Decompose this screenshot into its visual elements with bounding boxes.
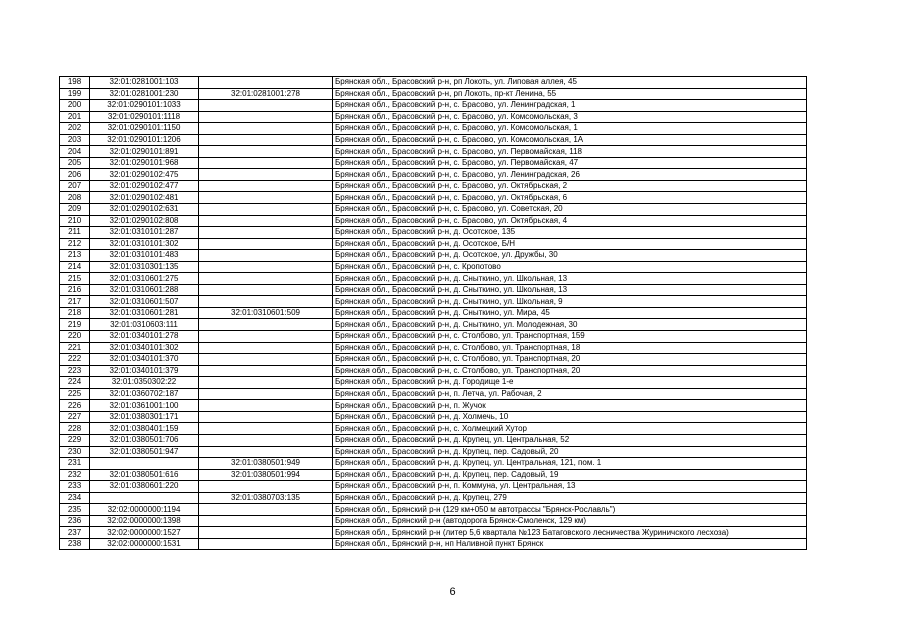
table-row [60,354,807,366]
address-cell: Брянская обл., Брасовский р-н, д. Сныткино, ул. Школьная, 9 [333,296,807,308]
row-number-cell: 226 [60,400,90,412]
row-number-cell: 207 [60,180,90,192]
table-row [60,527,807,539]
cadastral-number-cell: 32:01:0290101:1150 [90,123,199,135]
table-row [60,238,807,250]
property-table-body [60,77,807,550]
address-cell: Брянская обл., Брасовский р-н, д. Крупец, ул. Центральная, 121, пом. 1 [333,458,807,470]
cadastral-number-cell: 32:01:0340101:379 [90,365,199,377]
parent-cadastral-number-cell [199,134,333,146]
cadastral-number-cell: 32:01:0360702:187 [90,388,199,400]
cadastral-number-cell: 32:01:0310601:507 [90,296,199,308]
address-cell: Брянская обл., Брасовский р-н, д. Сныткино, ул. Школьная, 13 [333,273,807,285]
row-number-cell: 223 [60,365,90,377]
table-row [60,134,807,146]
table-row [60,250,807,262]
table-row [60,192,807,204]
cadastral-number-cell: 32:01:0290101:1033 [90,100,199,112]
table-row [60,180,807,192]
parent-cadastral-number-cell [199,354,333,366]
parent-cadastral-number-cell [199,180,333,192]
cadastral-number-cell: 32:01:0290101:1118 [90,111,199,123]
parent-cadastral-number-cell: 32:01:0281001:278 [199,88,333,100]
row-number-cell: 219 [60,319,90,331]
row-number-cell: 217 [60,296,90,308]
cadastral-number-cell: 32:01:0340101:370 [90,354,199,366]
address-cell: Брянская обл., Брасовский р-н, п. Жучок [333,400,807,412]
address-cell: Брянская обл., Брасовский р-н, с. Столбово, ул. Транспортная, 20 [333,365,807,377]
parent-cadastral-number-cell [199,238,333,250]
row-number-cell: 203 [60,134,90,146]
address-cell: Брянская обл., Брасовский р-н, с. Холмецкий Хутор [333,423,807,435]
parent-cadastral-number-cell [199,423,333,435]
parent-cadastral-number-cell [199,527,333,539]
table-row [60,388,807,400]
address-cell: Брянская обл., Брасовский р-н, с. Брасово, ул. Ленинградская, 1 [333,100,807,112]
parent-cadastral-number-cell [199,377,333,389]
table-row [60,157,807,169]
parent-cadastral-number-cell [199,157,333,169]
row-number-cell: 211 [60,227,90,239]
address-cell: Брянская обл., Брасовский р-н, с. Столбово, ул. Транспортная, 18 [333,342,807,354]
row-number-cell: 233 [60,481,90,493]
address-cell: Брянская обл., Брасовский р-н, д. Крупец, пер. Садовый, 19 [333,469,807,481]
address-cell: Брянская обл., Брасовский р-н, д. Осотское, 135 [333,227,807,239]
parent-cadastral-number-cell [199,169,333,181]
table-row [60,123,807,135]
address-cell: Брянская обл., Брасовский р-н, с. Брасово, ул. Октябрьская, 2 [333,180,807,192]
parent-cadastral-number-cell [199,111,333,123]
address-cell: Брянская обл., Брасовский р-н, с. Брасово, ул. Первомайская, 118 [333,146,807,158]
address-cell: Брянская обл., Брасовский р-н, рп Локоть, ул. Липовая аллея, 45 [333,77,807,89]
parent-cadastral-number-cell [199,284,333,296]
cadastral-number-cell: 32:01:0380501:616 [90,469,199,481]
table-row [60,377,807,389]
address-cell: Брянская обл., Брасовский р-н, д. Городище 1-е [333,377,807,389]
table-row [60,111,807,123]
address-cell: Брянская обл., Брянский р-н (литер 5,6 квартала №123 Батаговского лесничества Журиничского лесхоза) [333,527,807,539]
parent-cadastral-number-cell [199,400,333,412]
row-number-cell: 201 [60,111,90,123]
cadastral-number-cell: 32:01:0380501:706 [90,434,199,446]
row-number-cell: 216 [60,284,90,296]
row-number-cell: 208 [60,192,90,204]
parent-cadastral-number-cell [199,411,333,423]
table-row [60,434,807,446]
cadastral-number-cell: 32:02:0000000:1194 [90,504,199,516]
address-cell: Брянская обл., Брасовский р-н, с. Брасово, ул. Октябрьская, 4 [333,215,807,227]
address-cell: Брянская обл., Брасовский р-н, с. Брасово, ул. Октябрьская, 6 [333,192,807,204]
parent-cadastral-number-cell: 32:01:0380703:135 [199,492,333,504]
address-cell: Брянская обл., Брянский р-н, нп Наливной пункт Брянск [333,538,807,550]
row-number-cell: 227 [60,411,90,423]
parent-cadastral-number-cell: 32:01:0380501:994 [199,469,333,481]
parent-cadastral-number-cell [199,319,333,331]
table-row [60,273,807,285]
parent-cadastral-number-cell [199,388,333,400]
address-cell: Брянская обл., Брасовский р-н, д. Осотское, ул. Дружбы, 30 [333,250,807,262]
address-cell: Брянская обл., Брасовский р-н, п. Коммуна, ул. Центральная, 13 [333,481,807,493]
row-number-cell: 200 [60,100,90,112]
address-cell: Брянская обл., Брасовский р-н, д. Крупец, 279 [333,492,807,504]
row-number-cell: 225 [60,388,90,400]
table-row [60,411,807,423]
address-cell: Брянская обл., Брасовский р-н, с. Столбово, ул. Транспортная, 20 [333,354,807,366]
cadastral-number-cell: 32:01:0290102:477 [90,180,199,192]
table-row [60,215,807,227]
row-number-cell: 234 [60,492,90,504]
cadastral-number-cell: 32:01:0290101:1206 [90,134,199,146]
table-row [60,204,807,216]
parent-cadastral-number-cell [199,504,333,516]
row-number-cell: 206 [60,169,90,181]
parent-cadastral-number-cell [199,215,333,227]
address-cell: Брянская обл., Брасовский р-н, д. Крупец, ул. Центральная, 52 [333,434,807,446]
row-number-cell: 220 [60,331,90,343]
cadastral-number-cell: 32:02:0000000:1527 [90,527,199,539]
address-cell: Брянская обл., Брасовский р-н, с. Брасово, ул. Советская, 20 [333,204,807,216]
row-number-cell: 228 [60,423,90,435]
address-cell: Брянская обл., Брасовский р-н, с. Брасово, ул. Комсомольская, 3 [333,111,807,123]
row-number-cell: 199 [60,88,90,100]
row-number-cell: 230 [60,446,90,458]
parent-cadastral-number-cell [199,342,333,354]
row-number-cell: 235 [60,504,90,516]
address-cell: Брянская обл., Брасовский р-н, с. Брасово, ул. Ленинградская, 26 [333,169,807,181]
cadastral-number-cell: 32:02:0000000:1398 [90,515,199,527]
row-number-cell: 236 [60,515,90,527]
address-cell: Брянская обл., Брасовский р-н, рп Локоть, пр-кт Ленина, 55 [333,88,807,100]
page-number: 6 [449,586,456,598]
parent-cadastral-number-cell: 32:01:0380501:949 [199,458,333,470]
parent-cadastral-number-cell [199,250,333,262]
cadastral-number-cell: 32:01:0340101:302 [90,342,199,354]
table-row [60,423,807,435]
cadastral-number-cell: 32:01:0380401:159 [90,423,199,435]
address-cell: Брянская обл., Брасовский р-н, с. Столбово, ул. Транспортная, 159 [333,331,807,343]
cadastral-number-cell: 32:02:0000000:1531 [90,538,199,550]
parent-cadastral-number-cell [199,331,333,343]
table-row [60,515,807,527]
row-number-cell: 202 [60,123,90,135]
parent-cadastral-number-cell [199,434,333,446]
address-cell: Брянская обл., Брасовский р-н, д. Крупец, пер. Садовый, 20 [333,446,807,458]
cadastral-number-cell: 32:01:0380601:220 [90,481,199,493]
table-row [60,504,807,516]
cadastral-number-cell: 32:01:0310603:111 [90,319,199,331]
parent-cadastral-number-cell [199,192,333,204]
address-cell: Брянская обл., Брасовский р-н, с. Брасово, ул. Комсомольская, 1 [333,123,807,135]
cadastral-number-cell: 32:01:0361001:100 [90,400,199,412]
row-number-cell: 204 [60,146,90,158]
row-number-cell: 218 [60,307,90,319]
row-number-cell: 231 [60,458,90,470]
parent-cadastral-number-cell [199,273,333,285]
table-row [60,481,807,493]
property-table [59,76,807,550]
cadastral-number-cell: 32:01:0281001:230 [90,88,199,100]
cadastral-number-cell: 32:01:0310601:281 [90,307,199,319]
address-cell: Брянская обл., Брасовский р-н, с. Кропотово [333,261,807,273]
table-row [60,227,807,239]
address-cell: Брянская обл., Брасовский р-н, д. Осотское, Б/Н [333,238,807,250]
cadastral-number-cell: 32:01:0310601:275 [90,273,199,285]
address-cell: Брянская обл., Брянский р-н (автодорога Брянск-Смоленск, 129 км) [333,515,807,527]
table-row [60,296,807,308]
row-number-cell: 238 [60,538,90,550]
parent-cadastral-number-cell [199,204,333,216]
row-number-cell: 212 [60,238,90,250]
cadastral-number-cell [90,458,199,470]
parent-cadastral-number-cell [199,538,333,550]
row-number-cell: 222 [60,354,90,366]
parent-cadastral-number-cell [199,261,333,273]
parent-cadastral-number-cell [199,515,333,527]
parent-cadastral-number-cell [199,365,333,377]
table-row [60,261,807,273]
table-row [60,365,807,377]
row-number-cell: 229 [60,434,90,446]
table-row [60,319,807,331]
cadastral-number-cell [90,492,199,504]
table-row [60,446,807,458]
parent-cadastral-number-cell [199,446,333,458]
table-row [60,88,807,100]
cadastral-number-cell: 32:01:0310101:483 [90,250,199,262]
cadastral-number-cell: 32:01:0290102:808 [90,215,199,227]
address-cell: Брянская обл., Брасовский р-н, д. Сныткино, ул. Школьная, 13 [333,284,807,296]
table-row [60,400,807,412]
cadastral-number-cell: 32:01:0340101:278 [90,331,199,343]
table-row [60,331,807,343]
parent-cadastral-number-cell [199,77,333,89]
parent-cadastral-number-cell [199,227,333,239]
row-number-cell: 237 [60,527,90,539]
table-row [60,342,807,354]
row-number-cell: 198 [60,77,90,89]
table-row [60,492,807,504]
parent-cadastral-number-cell [199,481,333,493]
cadastral-number-cell: 32:01:0310301:135 [90,261,199,273]
table-row [60,307,807,319]
table-row [60,458,807,470]
cadastral-number-cell: 32:01:0281001:103 [90,77,199,89]
address-cell: Брянская обл., Брасовский р-н, с. Брасово, ул. Первомайская, 47 [333,157,807,169]
row-number-cell: 221 [60,342,90,354]
table-row [60,538,807,550]
row-number-cell: 209 [60,204,90,216]
address-cell: Брянская обл., Брянский р-н (129 км+050 м автотрассы "Брянск-Рославль") [333,504,807,516]
table-row [60,469,807,481]
cadastral-number-cell: 32:01:0290102:481 [90,192,199,204]
parent-cadastral-number-cell [199,100,333,112]
cadastral-number-cell: 32:01:0310101:287 [90,227,199,239]
row-number-cell: 214 [60,261,90,273]
cadastral-number-cell: 32:01:0310101:302 [90,238,199,250]
cadastral-number-cell: 32:01:0380501:947 [90,446,199,458]
address-cell: Брянская обл., Брасовский р-н, п. Летча, ул. Рабочая, 2 [333,388,807,400]
table-row [60,284,807,296]
cadastral-number-cell: 32:01:0350302:22 [90,377,199,389]
address-cell: Брянская обл., Брасовский р-н, д. Холмечь, 10 [333,411,807,423]
cadastral-number-cell: 32:01:0290102:475 [90,169,199,181]
row-number-cell: 210 [60,215,90,227]
cadastral-number-cell: 32:01:0290101:891 [90,146,199,158]
address-cell: Брянская обл., Брасовский р-н, с. Брасово, ул. Комсомольская, 1А [333,134,807,146]
table-row [60,146,807,158]
parent-cadastral-number-cell: 32:01:0310601:509 [199,307,333,319]
cadastral-number-cell: 32:01:0290102:631 [90,204,199,216]
table-row [60,100,807,112]
parent-cadastral-number-cell [199,123,333,135]
address-cell: Брянская обл., Брасовский р-н, д. Сныткино, ул. Мира, 45 [333,307,807,319]
address-cell: Брянская обл., Брасовский р-н, д. Сныткино, ул. Молодежная, 30 [333,319,807,331]
cadastral-number-cell: 32:01:0290101:968 [90,157,199,169]
cadastral-number-cell: 32:01:0310601:288 [90,284,199,296]
cadastral-number-cell: 32:01:0380301:171 [90,411,199,423]
parent-cadastral-number-cell [199,296,333,308]
parent-cadastral-number-cell [199,146,333,158]
row-number-cell: 205 [60,157,90,169]
table-row [60,77,807,89]
table-row [60,169,807,181]
row-number-cell: 224 [60,377,90,389]
row-number-cell: 232 [60,469,90,481]
row-number-cell: 213 [60,250,90,262]
row-number-cell: 215 [60,273,90,285]
